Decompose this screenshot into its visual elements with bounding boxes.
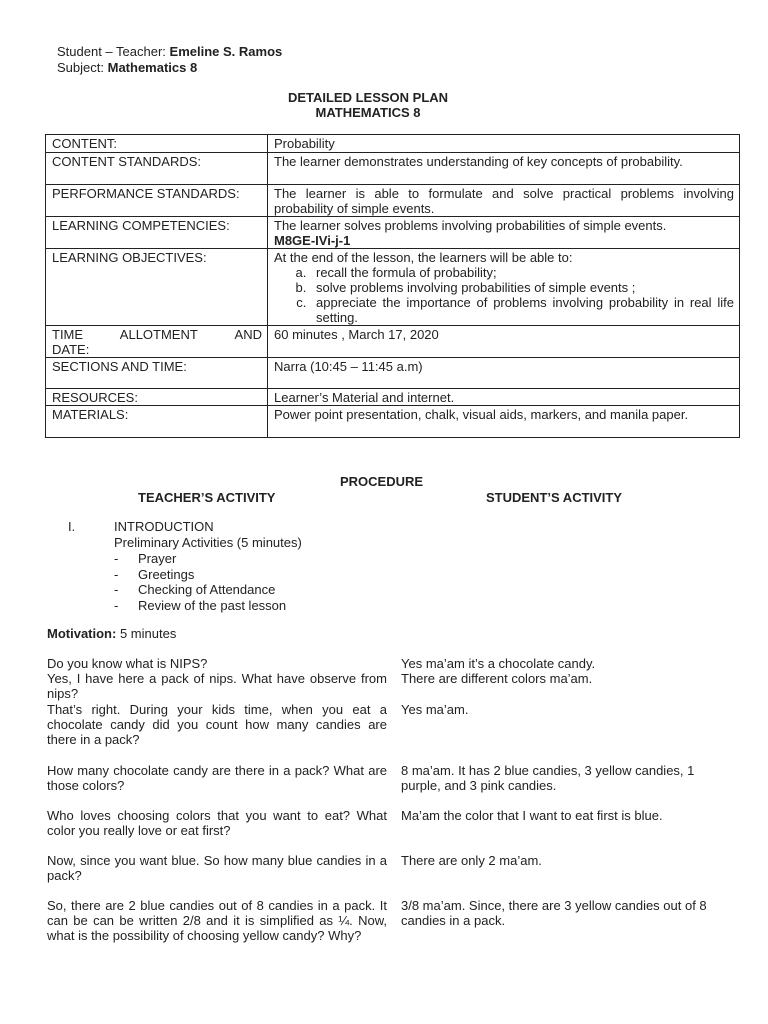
motivation-line bbox=[47, 626, 176, 642]
section-number: I. bbox=[68, 519, 76, 534]
row-materials bbox=[46, 406, 740, 438]
label-learning-objectives: LEARNING OBJECTIVES: bbox=[46, 249, 268, 326]
objective-item: b. solve problems involving probabilities of simple events ; bbox=[310, 280, 734, 295]
row-content bbox=[46, 135, 740, 153]
motivation-time: 5 minutes bbox=[119, 626, 177, 641]
student-line-3: Yes ma’am. bbox=[401, 702, 469, 717]
motivation-label: Motivation: bbox=[47, 626, 117, 641]
teacher-name: Emeline S. Ramos bbox=[169, 44, 283, 59]
label-content-standards: CONTENT STANDARDS: bbox=[46, 153, 268, 185]
student-line-7: 3/8 ma’am. Since, there are 3 yellow candies out of 8 candies in a pack. bbox=[401, 898, 707, 928]
objectives-list bbox=[274, 265, 734, 325]
teacher-line bbox=[57, 43, 282, 60]
label-performance-standards: PERFORMANCE STANDARDS: bbox=[46, 185, 268, 217]
label-time-allotment: TIME ALLOTMENT AND DATE: bbox=[46, 326, 268, 358]
value-learning-competencies bbox=[268, 217, 740, 249]
teacher-line-3: That’s right. During your kids time, when you eat a chocolate candy did you count how many candies are there in a pack? bbox=[47, 702, 387, 747]
teacher-line-7: So, there are 2 blue candies out of 8 candies in a pack. It can be can be written 2/8 and it is simplified as ¼. Now, what is the possibility of choosing yellow candy? Why? bbox=[47, 898, 387, 943]
student-line-2: There are different colors ma’am. bbox=[401, 671, 593, 686]
preliminary-activities: Preliminary Activities (5 minutes) bbox=[114, 535, 302, 550]
teacher-label: Student – Teacher: bbox=[57, 44, 166, 59]
teacher-line-5: Who loves choosing colors that you want to eat? What color you really love or eat first? bbox=[47, 808, 387, 838]
value-sections-time: Narra (10:45 – 11:45 a.m) bbox=[268, 358, 740, 389]
row-sections-time bbox=[46, 358, 740, 389]
competency-code: M8GE-IVi-j-1 bbox=[274, 233, 351, 248]
value-performance-standards: The learner is able to formulate and solve practical problems involving probability of simple events. bbox=[268, 185, 740, 217]
student-line-1: Yes ma’am it’s a chocolate candy. bbox=[401, 656, 596, 671]
row-resources bbox=[46, 389, 740, 406]
teacher-line-2: Yes, I have here a pack of nips. What have observe from nips? bbox=[47, 671, 387, 701]
student-line-5: Ma’am the color that I want to eat first is blue. bbox=[401, 808, 663, 823]
teacher-line-1: Do you know what is NIPS? bbox=[47, 656, 208, 671]
row-content-standards bbox=[46, 153, 740, 185]
row-time-allotment bbox=[46, 326, 740, 358]
row-learning-objectives bbox=[46, 249, 740, 326]
subject-label: Subject: bbox=[57, 60, 104, 75]
lesson-info-table bbox=[45, 134, 740, 438]
subject-line bbox=[57, 59, 197, 76]
objectives-intro: At the end of the lesson, the learners will be able to: bbox=[274, 250, 573, 265]
value-content: Probability bbox=[268, 135, 740, 153]
preliminary-list bbox=[114, 551, 286, 613]
procedure-heading: PROCEDURE bbox=[340, 474, 424, 489]
document-subtitle: MATHEMATICS 8 bbox=[315, 105, 421, 120]
preliminary-item: - Checking of Attendance bbox=[114, 582, 276, 597]
teacher-activity-heading: TEACHER’S ACTIVITY bbox=[138, 490, 276, 505]
label-sections-time: SECTIONS AND TIME: bbox=[46, 358, 268, 389]
preliminary-item: - Greetings bbox=[114, 566, 195, 582]
value-time-allotment: 60 minutes , March 17, 2020 bbox=[268, 326, 740, 358]
preliminary-item: - Review of the past lesson bbox=[114, 597, 287, 613]
student-line-4: 8 ma’am. It has 2 blue candies, 3 yellow candies, 1 purple, and 3 pink candies. bbox=[401, 763, 695, 793]
section-title: INTRODUCTION bbox=[114, 519, 214, 534]
label-learning-competencies: LEARNING COMPETENCIES: bbox=[46, 217, 268, 249]
document-title: DETAILED LESSON PLAN bbox=[287, 90, 449, 105]
row-performance-standards bbox=[46, 185, 740, 217]
competency-text: The learner solves problems involving probabilities of simple events. bbox=[274, 218, 667, 233]
label-materials: MATERIALS: bbox=[46, 406, 268, 438]
teacher-line-6: Now, since you want blue. So how many blue candies in a pack? bbox=[47, 853, 387, 883]
value-learning-objectives bbox=[268, 249, 740, 326]
student-line-6: There are only 2 ma’am. bbox=[401, 853, 542, 868]
value-resources: Learner’s Material and internet. bbox=[268, 389, 740, 406]
label-content: CONTENT: bbox=[46, 135, 268, 153]
value-content-standards: The learner demonstrates understanding of key concepts of probability. bbox=[268, 153, 740, 185]
value-materials: Power point presentation, chalk, visual aids, markers, and manila paper. bbox=[268, 406, 740, 438]
subject-name: Mathematics 8 bbox=[107, 60, 198, 75]
teacher-line-4: How many chocolate candy are there in a pack? What are those colors? bbox=[47, 763, 387, 793]
label-resources: RESOURCES: bbox=[46, 389, 268, 406]
objective-item: a. recall the formula of probability; bbox=[310, 265, 734, 280]
student-activity-heading: STUDENT’S ACTIVITY bbox=[486, 490, 623, 505]
row-learning-competencies bbox=[46, 217, 740, 249]
preliminary-item: - Prayer bbox=[114, 551, 177, 566]
objective-item: c. appreciate the importance of problems involving probability in real life setting. bbox=[310, 295, 734, 325]
